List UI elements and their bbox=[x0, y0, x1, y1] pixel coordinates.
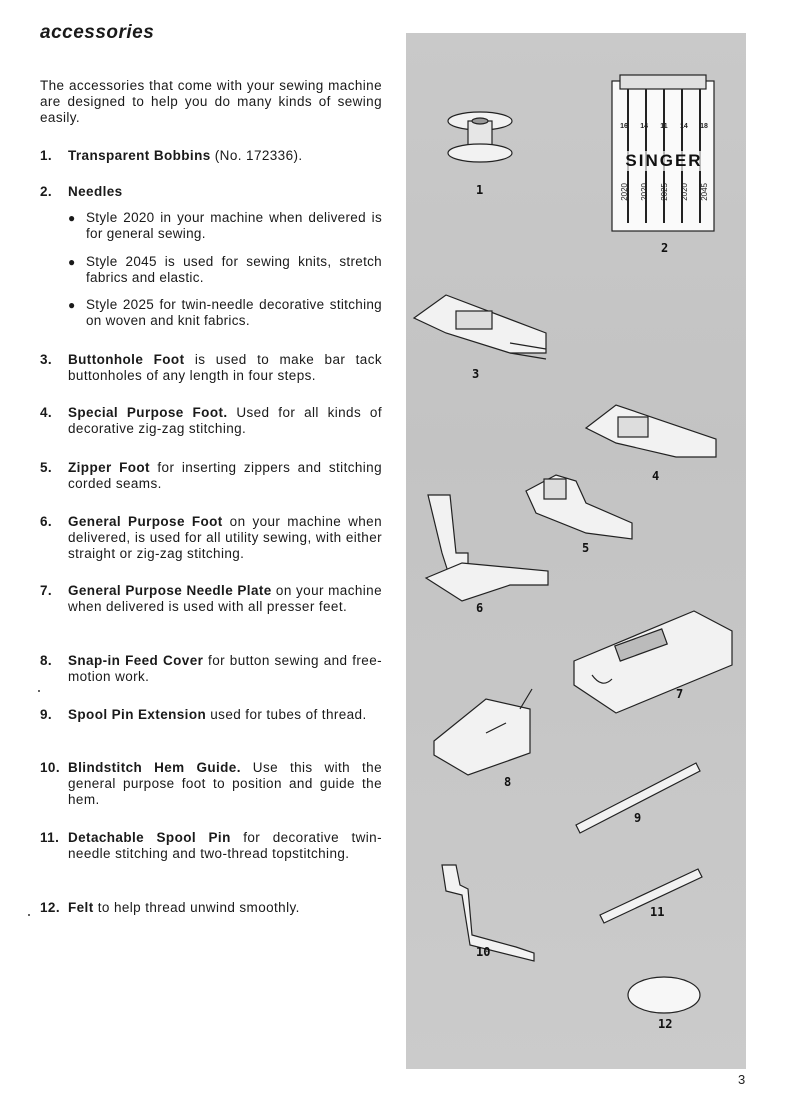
print-speck bbox=[38, 690, 40, 692]
list-item: 4. Special Purpose Foot. Used for all kinds of decorative zig-zag stitching. bbox=[40, 405, 382, 436]
figure-label: 1 bbox=[476, 183, 484, 197]
buttonhole-foot-illustration bbox=[414, 295, 546, 359]
list-item: 6. General Purpose Foot on your machine when delivered, is used for all utility sewing, with either straight or zig-zag stitching. bbox=[40, 514, 382, 561]
list-item: 12. Felt to help thread unwind smoothly. bbox=[40, 900, 300, 915]
page-number: 3 bbox=[738, 1072, 746, 1087]
figure-label: 10 bbox=[476, 945, 491, 959]
special-purpose-foot-illustration bbox=[586, 405, 716, 457]
figure-label: 6 bbox=[476, 601, 484, 615]
needle-bullet: ● Style 2025 for twin-needle decorative stitching on woven and knit fabrics. bbox=[68, 297, 382, 328]
bobbin-illustration bbox=[448, 112, 512, 162]
zipper-foot-illustration bbox=[526, 475, 632, 539]
intro-paragraph: The accessories that come with your sewing machine are designed to help you do many kinds of sewing easily. bbox=[40, 78, 382, 125]
needle-style-row: 2020 2020 2025 2020 2045 bbox=[619, 183, 709, 201]
page-title: accessories bbox=[40, 22, 155, 43]
figure-label: 11 bbox=[650, 905, 665, 919]
list-item: 7. General Purpose Needle Plate on your machine when delivered is used with all presser feet. bbox=[40, 583, 382, 614]
feed-cover-illustration bbox=[434, 689, 532, 775]
needle-pack-brand: SINGER bbox=[620, 151, 708, 171]
print-speck bbox=[28, 914, 30, 916]
list-item: 8. Snap-in Feed Cover for button sewing and free-motion work. bbox=[40, 653, 383, 684]
needle-bullet: ● Style 2045 is used for sewing knits, stretch fabrics and elastic. bbox=[68, 254, 382, 285]
figure-label: 8 bbox=[504, 775, 512, 789]
list-item: 9. Spool Pin Extension used for tubes of thread. bbox=[40, 707, 367, 722]
list-item: 5. Zipper Foot for inserting zippers and stitching corded seams. bbox=[40, 460, 382, 491]
figure-label: 3 bbox=[472, 367, 480, 381]
list-item: 3. Buttonhole Foot is used to make bar tack buttonholes of any length in four steps. bbox=[40, 352, 382, 383]
figure-label: 7 bbox=[676, 687, 684, 701]
figure-label: 2 bbox=[661, 241, 669, 255]
felt-illustration bbox=[628, 977, 700, 1013]
list-item: 2. Needles bbox=[40, 184, 123, 199]
needle-plate-illustration bbox=[574, 611, 732, 713]
list-item: 11. Detachable Spool Pin for decorative twin-needle stitching and two-thread topstitching. bbox=[40, 830, 382, 861]
figure-label: 9 bbox=[634, 811, 642, 825]
list-item: 10. Blindstitch Hem Guide. Use this with the general purpose foot to position and guide the hem. bbox=[40, 760, 382, 807]
needle-bullet: ● Style 2020 in your machine when delivered is for general sewing. bbox=[68, 210, 382, 241]
figure-label: 5 bbox=[582, 541, 590, 555]
figure-label: 4 bbox=[652, 469, 660, 483]
general-purpose-foot-illustration bbox=[426, 495, 548, 601]
needle-size-row: 16 14 11 14 18 bbox=[620, 123, 708, 130]
figure-label: 12 bbox=[658, 1017, 673, 1031]
accessories-illustration bbox=[406, 33, 746, 1069]
list-item: 1. Transparent Bobbins (No. 172336). bbox=[40, 148, 303, 163]
